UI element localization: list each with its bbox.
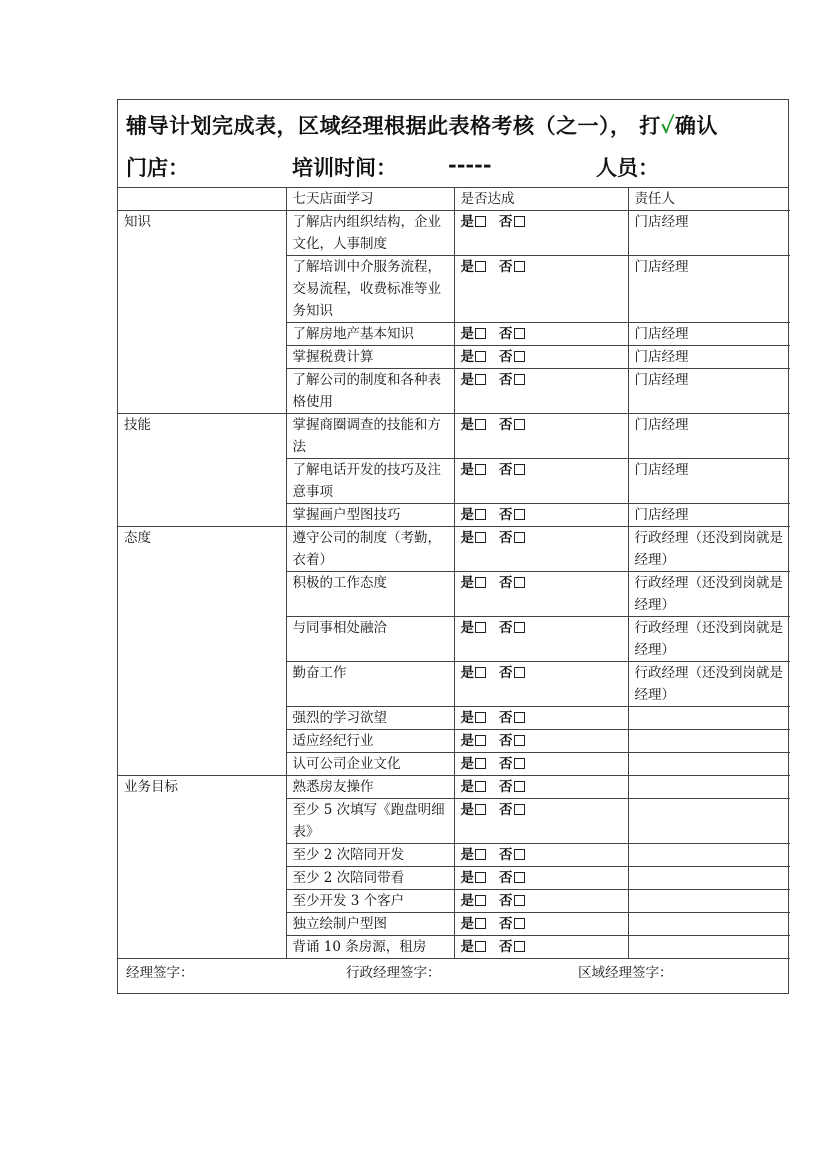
no-checkbox[interactable] [514, 532, 525, 543]
achieved-cell [454, 414, 628, 459]
yes-label: 是 [460, 214, 474, 230]
yes-checkbox[interactable] [475, 781, 486, 792]
item-cell: 了解店内组织结构，企业文化，人事制度 [286, 211, 454, 256]
owner-cell [628, 776, 790, 799]
yes-label: 是 [460, 756, 474, 772]
column-header: 责任人 [628, 188, 790, 211]
check-mark-icon: ✓ [660, 113, 675, 138]
admin-manager-signature-label: 行政经理签字： [346, 965, 441, 981]
item-cell: 认可公司企业文化 [286, 753, 454, 776]
yes-checkbox[interactable] [475, 216, 486, 227]
achieved-cell [454, 799, 628, 844]
yes-checkbox[interactable] [475, 918, 486, 929]
achieved-cell [454, 504, 628, 527]
no-label: 否 [499, 530, 513, 546]
owner-cell: 门店经理 [628, 211, 790, 256]
item-cell: 勤奋工作 [286, 662, 454, 707]
owner-cell: 行政经理（还没到岗就是经理） [628, 572, 790, 617]
area-manager-signature-label: 区域经理签字： [578, 965, 673, 981]
store-label: 门店： [126, 155, 189, 180]
owner-cell [628, 890, 790, 913]
item-cell: 至少开发 3 个客户 [286, 890, 454, 913]
yes-checkbox[interactable] [475, 351, 486, 362]
yes-label: 是 [460, 259, 474, 275]
achieved-cell [454, 867, 628, 890]
owner-cell: 门店经理 [628, 346, 790, 369]
yes-checkbox[interactable] [475, 735, 486, 746]
no-label: 否 [499, 259, 513, 275]
item-cell: 至少 2 次陪同带看 [286, 867, 454, 890]
achieved-cell [454, 753, 628, 776]
no-label: 否 [499, 802, 513, 818]
achieved-cell [454, 844, 628, 867]
no-label: 否 [499, 575, 513, 591]
yes-label: 是 [460, 349, 474, 365]
item-cell: 积极的工作态度 [286, 572, 454, 617]
yes-label: 是 [460, 462, 474, 478]
owner-cell [628, 867, 790, 890]
no-label: 否 [499, 847, 513, 863]
assessment-table [118, 188, 790, 959]
yes-checkbox[interactable] [475, 577, 486, 588]
yes-checkbox[interactable] [475, 804, 486, 815]
yes-checkbox[interactable] [475, 532, 486, 543]
table-row [118, 527, 790, 572]
item-cell: 至少 2 次陪同开发 [286, 844, 454, 867]
no-checkbox[interactable] [514, 804, 525, 815]
no-label: 否 [499, 916, 513, 932]
no-checkbox[interactable] [514, 464, 525, 475]
item-cell: 强烈的学习欲望 [286, 707, 454, 730]
yes-label: 是 [460, 417, 474, 433]
item-cell: 至少 5 次填写《跑盘明细表》 [286, 799, 454, 844]
item-cell: 掌握画户型图技巧 [286, 504, 454, 527]
yes-label: 是 [460, 665, 474, 681]
yes-label: 是 [460, 779, 474, 795]
item-cell: 掌握税费计算 [286, 346, 454, 369]
signature-row [118, 959, 788, 993]
yes-label: 是 [460, 802, 474, 818]
yes-label: 是 [460, 507, 474, 523]
achieved-cell [454, 459, 628, 504]
yes-label: 是 [460, 893, 474, 909]
yes-checkbox[interactable] [475, 941, 486, 952]
yes-label: 是 [460, 939, 474, 955]
no-checkbox[interactable] [514, 577, 525, 588]
achieved-cell [454, 256, 628, 323]
owner-cell: 门店经理 [628, 414, 790, 459]
yes-checkbox[interactable] [475, 872, 486, 883]
yes-checkbox[interactable] [475, 509, 486, 520]
achieved-cell [454, 346, 628, 369]
owner-cell: 门店经理 [628, 369, 790, 414]
owner-cell: 行政经理（还没到岗就是经理） [628, 527, 790, 572]
achieved-cell [454, 662, 628, 707]
no-checkbox[interactable] [514, 781, 525, 792]
owner-cell: 行政经理（还没到岗就是经理） [628, 662, 790, 707]
yes-checkbox[interactable] [475, 712, 486, 723]
no-checkbox[interactable] [514, 622, 525, 633]
no-checkbox[interactable] [514, 712, 525, 723]
no-label: 否 [499, 417, 513, 433]
owner-cell [628, 844, 790, 867]
yes-label: 是 [460, 575, 474, 591]
yes-label: 是 [460, 710, 474, 726]
item-cell: 遵守公司的制度（考勤，衣着） [286, 527, 454, 572]
owner-cell [628, 936, 790, 959]
category-cell: 技能 [118, 414, 286, 527]
no-checkbox[interactable] [514, 328, 525, 339]
achieved-cell [454, 323, 628, 346]
achieved-cell [454, 707, 628, 730]
achieved-cell [454, 572, 628, 617]
yes-label: 是 [460, 916, 474, 932]
yes-checkbox[interactable] [475, 622, 486, 633]
no-checkbox[interactable] [514, 735, 525, 746]
yes-label: 是 [460, 326, 474, 342]
owner-cell [628, 753, 790, 776]
no-checkbox[interactable] [514, 216, 525, 227]
achieved-cell [454, 730, 628, 753]
owner-cell: 门店经理 [628, 459, 790, 504]
owner-cell: 行政经理（还没到岗就是经理） [628, 617, 790, 662]
achieved-cell [454, 211, 628, 256]
table-row [118, 414, 790, 459]
owner-cell [628, 730, 790, 753]
form-title [126, 110, 718, 140]
yes-checkbox[interactable] [475, 849, 486, 860]
no-label: 否 [499, 326, 513, 342]
form-header [118, 100, 788, 188]
owner-cell: 门店经理 [628, 323, 790, 346]
no-label: 否 [499, 349, 513, 365]
category-cell: 业务目标 [118, 776, 286, 959]
no-label: 否 [499, 462, 513, 478]
owner-cell: 门店经理 [628, 256, 790, 323]
no-checkbox[interactable] [514, 872, 525, 883]
column-header: 七天店面学习 [286, 188, 454, 211]
no-label: 否 [499, 710, 513, 726]
item-cell: 熟悉房友操作 [286, 776, 454, 799]
table-row [118, 776, 790, 799]
no-label: 否 [499, 620, 513, 636]
yes-checkbox[interactable] [475, 895, 486, 906]
yes-checkbox[interactable] [475, 667, 486, 678]
training-time-label: 培训时间： [292, 155, 397, 180]
no-checkbox[interactable] [514, 374, 525, 385]
achieved-cell [454, 913, 628, 936]
yes-checkbox[interactable] [475, 758, 486, 769]
category-cell: 知识 [118, 211, 286, 414]
item-cell: 了解房地产基本知识 [286, 323, 454, 346]
yes-label: 是 [460, 733, 474, 749]
item-cell: 了解公司的制度和各种表格使用 [286, 369, 454, 414]
no-label: 否 [499, 372, 513, 388]
no-label: 否 [499, 939, 513, 955]
no-label: 否 [499, 893, 513, 909]
assessment-form [117, 99, 789, 994]
item-cell: 掌握商圈调查的技能和方法 [286, 414, 454, 459]
manager-signature-label: 经理签字： [126, 965, 194, 981]
no-checkbox[interactable] [514, 895, 525, 906]
table-row [118, 211, 790, 256]
no-label: 否 [499, 665, 513, 681]
achieved-cell [454, 617, 628, 662]
no-checkbox[interactable] [514, 261, 525, 272]
column-header [118, 188, 286, 211]
achieved-cell [454, 369, 628, 414]
title-prefix: 辅导计划完成表，区域经理根据此表格考核（之一）， 打 [126, 113, 661, 138]
no-label: 否 [499, 870, 513, 886]
achieved-cell [454, 527, 628, 572]
yes-label: 是 [460, 847, 474, 863]
yes-label: 是 [460, 530, 474, 546]
staff-label: 人员： [596, 155, 659, 180]
column-header: 是否达成 [454, 188, 628, 211]
no-label: 否 [499, 214, 513, 230]
no-checkbox[interactable] [514, 419, 525, 430]
training-time-value: ----- [448, 152, 492, 177]
owner-cell [628, 799, 790, 844]
item-cell: 背诵 10 条房源，租房 [286, 936, 454, 959]
yes-checkbox[interactable] [475, 328, 486, 339]
item-cell: 了解电话开发的技巧及注意事项 [286, 459, 454, 504]
no-checkbox[interactable] [514, 849, 525, 860]
yes-checkbox[interactable] [475, 464, 486, 475]
yes-label: 是 [460, 870, 474, 886]
yes-label: 是 [460, 620, 474, 636]
yes-checkbox[interactable] [475, 374, 486, 385]
achieved-cell [454, 890, 628, 913]
owner-cell: 门店经理 [628, 504, 790, 527]
no-checkbox[interactable] [514, 758, 525, 769]
no-checkbox[interactable] [514, 667, 525, 678]
no-checkbox[interactable] [514, 509, 525, 520]
achieved-cell [454, 776, 628, 799]
item-cell: 独立绘制户型图 [286, 913, 454, 936]
yes-checkbox[interactable] [475, 419, 486, 430]
item-cell: 了解培训中介服务流程，交易流程，收费标准等业务知识 [286, 256, 454, 323]
yes-checkbox[interactable] [475, 261, 486, 272]
no-label: 否 [499, 507, 513, 523]
title-suffix: 确认 [674, 113, 718, 138]
no-label: 否 [499, 756, 513, 772]
owner-cell [628, 913, 790, 936]
yes-label: 是 [460, 372, 474, 388]
no-checkbox[interactable] [514, 351, 525, 362]
table-header-row [118, 188, 790, 211]
achieved-cell [454, 936, 628, 959]
no-label: 否 [499, 779, 513, 795]
owner-cell [628, 707, 790, 730]
category-cell: 态度 [118, 527, 286, 776]
item-cell: 适应经纪行业 [286, 730, 454, 753]
no-checkbox[interactable] [514, 941, 525, 952]
no-checkbox[interactable] [514, 918, 525, 929]
item-cell: 与同事相处融洽 [286, 617, 454, 662]
no-label: 否 [499, 733, 513, 749]
